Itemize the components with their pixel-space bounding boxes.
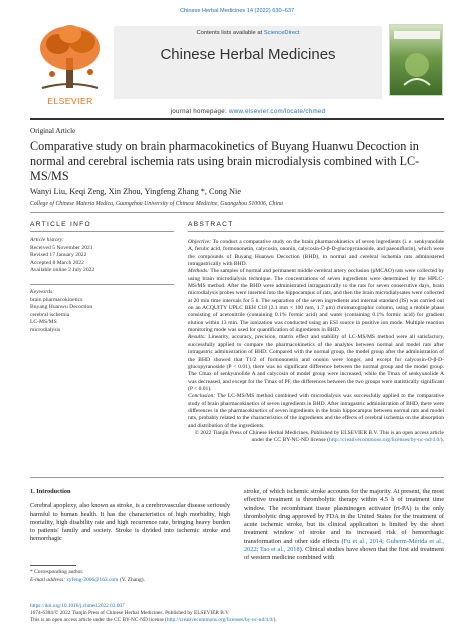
email-suffix: (Y. Zhang).	[119, 576, 145, 583]
intro-heading: 1. Introduction	[30, 488, 71, 495]
publisher-name: ELSEVIER	[47, 96, 93, 106]
citation-link[interactable]: Fu et al., 2014; Guberm-Mérida et al., 2022; Tao et al., 2018	[244, 537, 445, 554]
journal-homepage	[114, 108, 382, 115]
results-text: Linearity, accuracy, precision, matrix effect and stability of LC-MS/MS method were all satisfactory, successfully applied to compare the pharmacokinetics of the analytes between normal and model rats after intragastric administration of BHD. Compared with the normal group, the model group after the administration of the BHD showed that T1/2 of formononetin and ononin were longer, and except for calycosin-O-β-D-glucopyranoside (P < 0.01), there was no significant difference between the normal group and the model group. The Cmax of senkyunolide A and calycosin of model group were increased, while the Tmax of senkyunolide A was decreased, and except for the Tmax of PF, the differences between the two groups were statistically significant (P < 0.01).	[188, 334, 445, 392]
article-info-rule	[30, 231, 174, 232]
abstract-results	[188, 334, 444, 393]
oa-license-link[interactable]: http://creativecommons.org/licenses/by-nc-nd/4.0/	[166, 617, 274, 623]
footnote	[30, 569, 230, 584]
keyword: Buyang Huanwu Decoction	[30, 304, 93, 311]
corresponding-author: * Corresponding author.	[30, 569, 84, 575]
article-history	[30, 237, 174, 275]
keywords-rule	[30, 284, 174, 285]
conclusion-text: The LC-MS/MS method combined with microdialysis was successfully applied to the comparative study of brain pharmacokinetics of seven ingredients in BHD. After intragastric administration of BHD, there were differences in the pharmacokinetics of seven ingredients in the brain hippocampus between normal rats and model rats, probably related to the characteristics of the ingredients and the effects of cerebral ischemia on the absorption and distribution of the ingredients.	[188, 393, 444, 429]
intro-right-column	[244, 488, 444, 563]
contents-prefix: Contents lists available at	[196, 30, 263, 36]
author-list[interactable]: Wanyi Liu, Keqi Zeng, Xin Zhou, Yingfeng Zhang *, Cong Nie	[30, 187, 242, 196]
abstract-rule	[188, 231, 444, 232]
keyword: microdialysis	[30, 326, 61, 333]
issn-line: 1674-6384/© 2022 Tianjin Press of Chinese Herbal Medicines. Published by ELSEVIER B.V.	[30, 610, 230, 616]
intro-tail: ). Clinical studies have shown that the first aid treatment of western medicine combined with	[244, 546, 444, 562]
email-label: E-mail address:	[30, 576, 66, 583]
history-revised: Revised 17 January 2022	[30, 252, 87, 259]
abstract-conclusion	[188, 393, 444, 430]
keyword: cerebral ischemia	[30, 311, 70, 318]
bottom-meta	[30, 603, 444, 624]
history-online: Available online 2 July 2022	[30, 267, 95, 274]
email-link[interactable]: zyfeng-2006@163.com	[66, 576, 119, 583]
history-accepted: Accepted 8 March 2022	[30, 259, 84, 266]
article-title: Comparative study on brain pharmacokinetics of Buyang Huanwu Decoction in normal and cerebral ischemia rats using brain microdialysis combined with LC-MS/MS	[30, 139, 420, 183]
sciencedirect-link[interactable]: ScienceDirect	[263, 30, 300, 36]
elsevier-tree-logo	[32, 22, 108, 94]
keyword: brain pharmacokinetics	[30, 296, 83, 303]
article-info-heading: ARTICLE INFO	[30, 221, 91, 228]
body-divider	[30, 477, 444, 478]
copyright-text: © 2022 Tianjin Press of Chinese Herbal Medicines. Published by ELSEVIER B.V. This is an open access article under the CC BY-NC-ND license (	[194, 429, 444, 444]
methods-label: Methods:	[188, 268, 209, 275]
email-line	[30, 577, 230, 585]
article-type: Original Article	[30, 127, 76, 135]
journal-cover-thumbnail	[389, 24, 443, 96]
doi-link[interactable]: https://doi.org/10.1016/j.chmed.2022.03.007	[30, 603, 125, 609]
oa-prefix: This is an open access article under the CC BY-NC-ND license (	[30, 617, 167, 623]
journal-title: Chinese Herbal Medicines	[160, 46, 336, 63]
license-link[interactable]: http://creativecommons.org/licenses/by-nc-nd/4.0/	[329, 437, 441, 444]
copyright-end: ).	[440, 437, 444, 444]
history-received: Received 5 November 2021	[30, 244, 93, 251]
history-label: Article history:	[30, 237, 65, 243]
intro-continued: stroke, of which ischemic stroke accounts for the majority. At present, the most effective treatment is thrombolytic therapy within 4.5 h of treatment time window. The recombinant tissue plasminogen activator (rt-PA) is the only thrombolytic drug approved by FDA in the United States for the treatment of acute ischemic stroke, but its clinical application is limited by the short treatment window of stroke and its increased risk of hemorrhagic transformation and other side effects (	[244, 488, 444, 545]
abstract-body	[188, 239, 444, 445]
methods-text: The samples of normal and permanent middle cerebral artery occlusion (pMCAO) rats were collected by using brain microdialysis technique. The concentrations of seven ingredients were determined by the HPLC-MS/MS method. After the BHD were administrated intragastrically to the rats for seven consecutive days, brain microdialysis probes were inserted into the hippocampus of rats, and then the brain microdialysates were collected at 20 min time intervals for 5 h. The separation of the seven ingredients and internal standard (IS) was carried out on an ACQUITY UPLC BEH C18 (2.1 mm × 100 mm, 1.7 μm) chromatographic column, using a mobile phase consisting of acetonitrile (containing 0.1% formic acid) and water (containing 0.1% formic acid) for gradient elution within 13 min. The ionization was conducted using an ESI source in positive ion mode. Multiple reaction monitoring mode was used for quantification of ingredients in BHD.	[188, 268, 444, 334]
objective-text: To conduct a comparative study on the brain pharmacokinetics of seven ingredients (i. e. senkyunolide A, ferulic acid, formononetin, calycosin, ononin, calycosin-O-β-D-glucopyranoside, and paeoniflorin), which were the compounds of Buyang Huanwu Decoction (BHD), in normal and cerebral ischemia rats administered intragastrically with BHD.	[188, 239, 444, 268]
header-rule	[30, 118, 444, 120]
contents-line	[114, 30, 382, 36]
journal-reference[interactable]: Chinese Herbal Medicines 14 (2022) 630–637	[179, 8, 295, 14]
abstract-objective	[188, 239, 444, 268]
copyright-notice	[188, 430, 444, 445]
conclusion-label: Conclusion:	[188, 393, 216, 400]
objective-label: Objective:	[188, 239, 212, 245]
affiliation: College of Chinese Materia Medica, Guangzhou University of Chinese Medicine, Guangzhou 510006, China	[30, 201, 283, 207]
homepage-prefix: journal homepage:	[170, 108, 227, 115]
homepage-link[interactable]: www.elsevier.com/locate/chmed	[229, 108, 326, 115]
keywords-label: Keywords:	[30, 289, 55, 295]
keyword: LC-MS/MS	[30, 319, 57, 326]
oa-suffix: ).	[273, 617, 277, 623]
results-label: Results:	[188, 334, 206, 341]
open-access-line	[30, 617, 444, 624]
abstract-methods	[188, 268, 444, 334]
footnote-rule	[30, 565, 76, 566]
section-divider	[30, 212, 444, 213]
intro-paragraph: Cerebral apoplexy, also known as stroke, is a cerebrovascular disease seriously harmful to human health. It has the characteristics of high morbidity, high mortality, high disability rate and high recurrence rate, bringing heavy burden to patients' family and society. Stroke is divided into ischemic stroke and hemorrhagic	[30, 502, 230, 543]
abstract-heading: ABSTRACT	[188, 221, 234, 228]
keywords-block	[30, 289, 174, 335]
intro-left-column	[30, 488, 230, 544]
